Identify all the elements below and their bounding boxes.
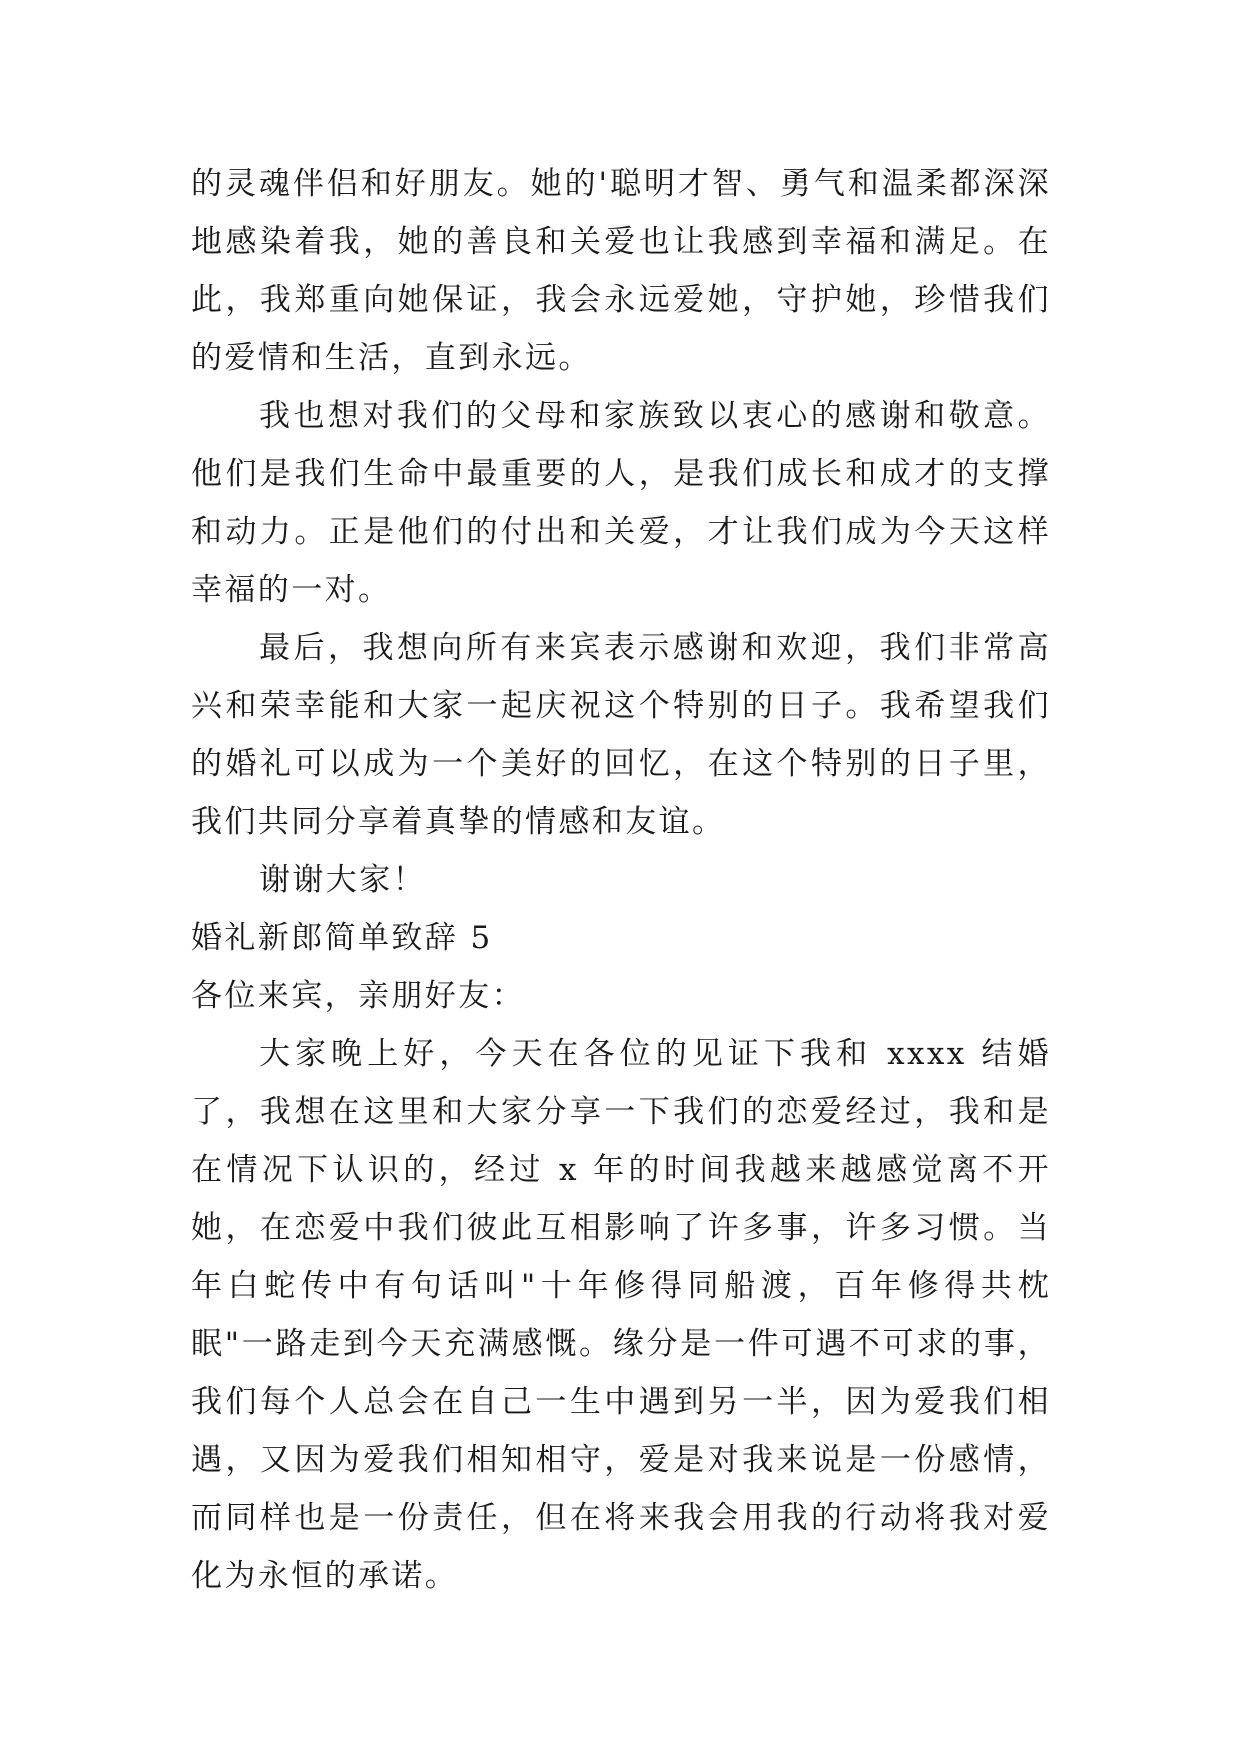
paragraph-guests-thanks: 最后，我想向所有来宾表示感谢和欢迎，我们非常高兴和荣幸能和大家一起庆祝这个特别的日子。我希望我们的婚礼可以成为一个美好的回忆，在这个特别的日子里，我们共同分享着真挚的情感和友谊。 <box>191 630 1051 840</box>
paragraph-parents-thanks: 我也想对我们的父母和家族致以衷心的感谢和敬意。他们是我们生命中最重要的人，是我们成长和成才的支撑和动力。正是他们的付出和关爱，才让我们成为今天这样幸福的一对。 <box>191 398 1051 608</box>
paragraph-closing: 谢谢大家！ <box>259 862 426 898</box>
paragraph-continuation: 的灵魂伴侣和好朋友。她的'聪明才智、勇气和温柔都深深地感染着我，她的善良和关爱也让我感到幸福和满足。在此，我郑重向她保证，我会永远爱她，守护她，珍惜我们的爱情和生活，直到永远。 <box>191 166 1051 376</box>
section-heading: 婚礼新郎简单致辞 5 <box>191 920 493 956</box>
document-body <box>191 155 1051 1605</box>
salutation: 各位来宾，亲朋好友： <box>191 978 525 1014</box>
paragraph-speech-body: 大家晚上好，今天在各位的见证下我和 xxxx 结婚了，我想在这里和大家分享一下我们的恋爱经过，我和是在情况下认识的，经过 x 年的时间我越来越感觉离不开她，在恋爱中我们彼此互相影响了许多事，许多习惯。当年白蛇传中有句话叫"十年修得同船渡，百年修得共枕眠"一路走到今天充满感慨。缘分是一件可遇不可求的事，我们每个人总会在自己一生中遇到另一半，因为爱我们相遇，又因为爱我们相知相守，爱是对我来说是一份感情，而同样也是一份责任，但在将来我会用我的行动将我对爱化为永恒的承诺。 <box>191 1036 1051 1594</box>
